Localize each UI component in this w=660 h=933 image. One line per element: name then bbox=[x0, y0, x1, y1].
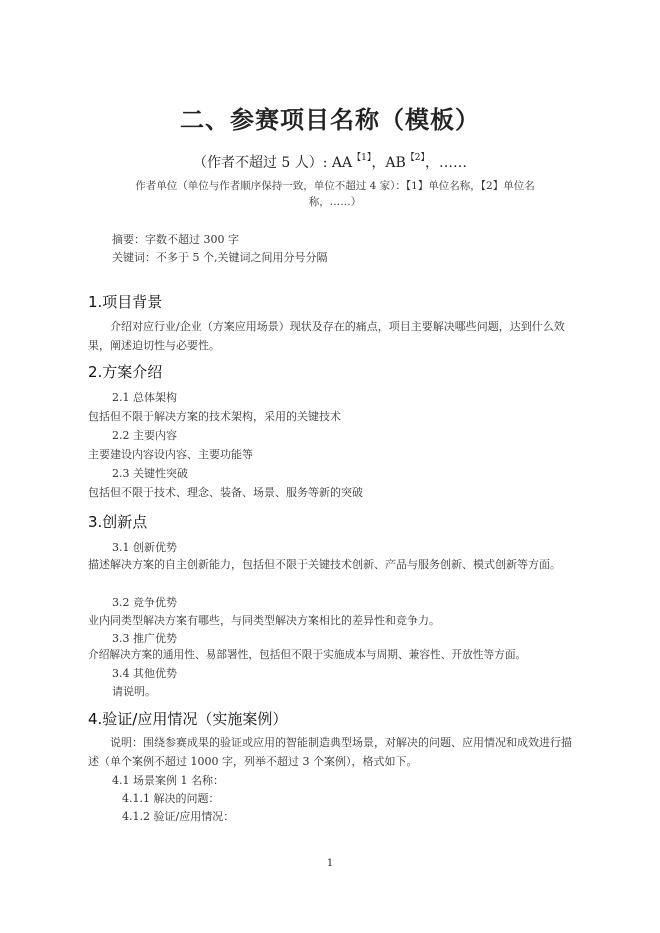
author-ref-1: 【1】 bbox=[352, 153, 372, 163]
section-4-heading: 4.验证/应用情况（实施案例） bbox=[88, 710, 288, 728]
page-title: 二、参赛项目名称（模板） bbox=[180, 105, 480, 134]
section-3-4-text: 请说明。 bbox=[112, 685, 156, 698]
section-1-body: 介绍对应行业/企业（方案应用场景）现状及存在的痛点，项目主要解决哪些问题，达到什么效果，阐述迫切性与必要性。 bbox=[88, 320, 565, 352]
section-4-body: 说明：围绕参赛成果的验证或应用的智能制造典型场景，对解决的问题、应用情况和成效进行描述（单个案例不超过 1000 字，列举不超过 3 个案例），格式如下。 bbox=[88, 736, 572, 768]
page-number: 1 bbox=[326, 858, 334, 869]
affiliation: 作者单位（单位与作者顺序保持一致，单位不超过 4 家）：【1】单位名称，【2】单位名称，……） bbox=[135, 180, 535, 208]
section-2-3-heading: 2.3 关键性突破 bbox=[112, 467, 188, 480]
section-2-3-text: 包括但不限于技术、理念、装备、场景、服务等新的突破 bbox=[88, 486, 363, 499]
section-3-1-heading: 3.1 创新优势 bbox=[112, 541, 177, 554]
section-2-heading: 2.方案介绍 bbox=[88, 363, 163, 381]
section-3-4-heading: 3.4 其他优势 bbox=[112, 667, 177, 680]
section-3-heading: 3.创新点 bbox=[88, 513, 148, 531]
section-3-3-heading: 3.3 推广优势 bbox=[112, 632, 177, 645]
authors-prefix: （作者不超过 5 人）: AA bbox=[192, 155, 353, 171]
section-3-2-heading: 3.2 竞争优势 bbox=[112, 596, 177, 609]
section-3-2-text: 业内同类型解决方案有哪些，与同类型解决方案相比的差异性和竞争力。 bbox=[88, 614, 440, 627]
section-2-1-heading: 2.1 总体架构 bbox=[112, 391, 177, 404]
section-1-heading: 1.项目背景 bbox=[88, 293, 163, 311]
authors-suffix: ，…… bbox=[425, 155, 468, 171]
section-3-3-text: 介绍解决方案的通用性、易部署性，包括但不限于实施成本与周期、兼容性、开放性等方面。 bbox=[88, 648, 527, 661]
case-1-application: 4.1.2 验证/应用情况： bbox=[122, 810, 235, 823]
keywords-line: 关键词：不多于 5 个,关键词之间用分号分隔 bbox=[112, 251, 328, 264]
section-3-1-text: 描述解决方案的自主创新能力，包括但不限于关键技术创新、产品与服务创新、模式创新等方面。 bbox=[88, 558, 561, 571]
section-2-1-text: 包括但不限于解决方案的技术架构，采用的关键技术 bbox=[88, 410, 341, 423]
case-1-title: 4.1 场景案例 1 名称： bbox=[112, 774, 224, 787]
authors-line bbox=[0, 150, 660, 172]
abstract-line: 摘要：字数不超过 300 字 bbox=[112, 233, 239, 246]
authors-mid: ，AB bbox=[371, 155, 406, 171]
section-2-2-text: 主要建设内容设内容、主要功能等 bbox=[88, 448, 253, 461]
case-1-problem: 4.1.1 解决的问题： bbox=[122, 792, 220, 805]
author-ref-2: 【2】 bbox=[405, 153, 426, 163]
section-2-2-heading: 2.2 主要内容 bbox=[112, 429, 177, 442]
